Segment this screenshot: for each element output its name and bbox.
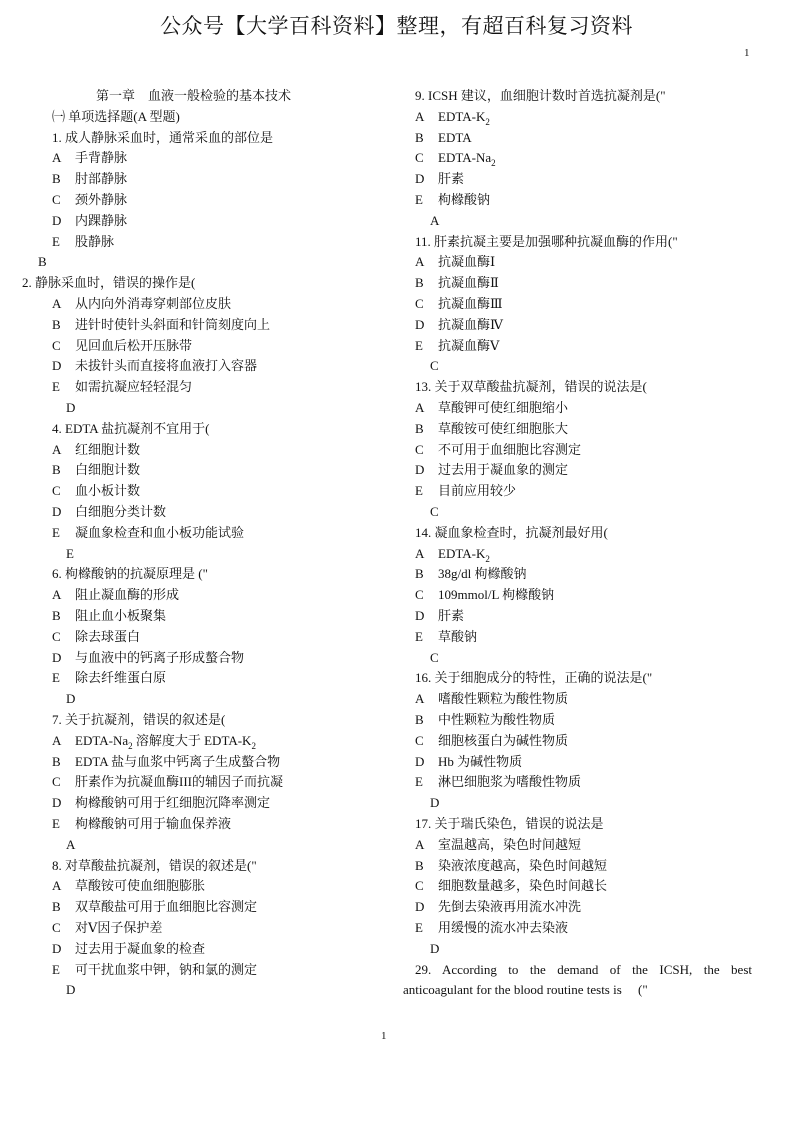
option-line: [415, 189, 490, 210]
line-text: EDTA-K: [438, 545, 486, 561]
option-letter: B: [415, 857, 424, 873]
option-letter: C: [52, 628, 61, 644]
option-line: [52, 605, 166, 626]
option-line: [52, 168, 127, 189]
option-letter: B: [415, 275, 424, 291]
option-line: [52, 896, 257, 917]
option-letter: C: [52, 337, 61, 353]
question-line: [52, 106, 180, 127]
option-letter: C: [415, 878, 424, 894]
line-text: 6. 枸橼酸钠的抗凝原理是 (": [52, 566, 208, 582]
line-text: 肘部静脉: [75, 171, 128, 187]
option-line: [415, 480, 516, 501]
line-text: B: [38, 254, 47, 270]
question-line: [415, 85, 666, 106]
answer-line: [430, 355, 439, 376]
option-letter: A: [415, 691, 425, 707]
option-letter: E: [415, 774, 423, 790]
option-letter: B: [415, 420, 424, 436]
option-letter: B: [52, 462, 61, 478]
line-text: 草酸铵可使红细胞胀大: [438, 420, 569, 436]
option-letter: E: [415, 337, 423, 353]
line-text: EDTA-Na: [75, 732, 129, 748]
option-letter: D: [52, 795, 62, 811]
subscript: 2: [251, 740, 256, 751]
line-text: 抗凝血酶Ⅲ: [438, 296, 503, 311]
question-line: [415, 522, 608, 543]
question-line: [415, 231, 678, 252]
option-letter: C: [415, 587, 424, 603]
line-text: 109mmol/L 枸橼酸钠: [438, 587, 555, 603]
answer-line: [66, 979, 75, 1000]
line-text: EDTA: [438, 129, 472, 145]
option-line: [415, 563, 526, 584]
answer-line: [430, 647, 439, 668]
line-text: 除去纤维蛋白原: [75, 670, 167, 686]
option-line: [415, 688, 568, 709]
chapter-heading: [96, 85, 291, 106]
answer-line: [38, 251, 47, 272]
line-text: 用缓慢的流水冲去染液: [438, 920, 569, 935]
answer-line: [66, 834, 75, 855]
option-line: [52, 501, 166, 522]
option-letter: C: [415, 296, 424, 311]
option-letter: E: [52, 233, 60, 249]
answer-line: [66, 688, 75, 709]
option-line: [52, 751, 280, 772]
option-line: [52, 376, 192, 397]
line-text: 室温越高，染色时间越短: [438, 836, 582, 852]
line-text: 目前应用较少: [438, 483, 517, 499]
answer-line: [430, 792, 439, 813]
line-text: 8. 对草酸盐抗凝剂，错误的叙述是(": [52, 857, 257, 873]
option-line: [415, 751, 522, 772]
line-text: 中性颗粒为酸性物质: [438, 712, 556, 727]
line-text: 4. EDTA 盐抗凝剂不宜用于(: [52, 420, 210, 436]
line-text: 枸橼酸钠可用于输血保养液: [75, 816, 232, 831]
option-line: [52, 231, 114, 252]
line-text: 肝素作为抗凝血酶III的辅因子而抗凝: [75, 774, 283, 790]
option-line: [52, 480, 140, 501]
line-text: EDTA 盐与血浆中钙离子生成螯合物: [75, 753, 281, 769]
line-text: 38g/dl 枸橼酸钠: [438, 566, 527, 582]
option-line: [415, 834, 581, 855]
option-letter: B: [415, 129, 424, 145]
option-line: [415, 855, 607, 876]
option-letter: A: [52, 878, 62, 894]
line-text: A: [66, 836, 76, 852]
line-text: 29. According to the demand of the ICSH, the best: [415, 961, 752, 977]
option-line: [415, 106, 490, 127]
option-letter: C: [52, 483, 61, 499]
option-letter: D: [52, 358, 62, 374]
option-line: [52, 813, 231, 834]
line-text: 13. 关于双草酸盐抗凝剂，错误的说法是(: [415, 379, 647, 395]
question-line: [52, 855, 257, 876]
line-text: 阻止血小板聚集: [75, 608, 167, 623]
line-text: D: [66, 982, 76, 998]
option-letter: D: [415, 899, 425, 915]
option-letter: E: [52, 816, 60, 831]
line-text: D: [66, 691, 76, 707]
option-letter: B: [415, 566, 424, 582]
line-text: 抗凝血酶Ⅴ: [438, 337, 500, 353]
page-number-bottom: 1: [381, 1030, 387, 1042]
option-line: [415, 314, 503, 335]
option-letter: A: [415, 545, 425, 561]
option-letter: D: [52, 212, 62, 228]
option-line: [52, 730, 256, 751]
line-text: 17. 关于瑞氏染色，错误的说法是: [415, 816, 604, 831]
line-text: anticoagulant for the blood routine tests is (": [403, 982, 648, 998]
option-line: [415, 251, 495, 272]
line-text: 草酸钠: [438, 628, 478, 644]
line-text: 嗜酸性颗粒为酸性物质: [438, 691, 569, 707]
answer-line: [430, 210, 439, 231]
line-text: E: [66, 545, 74, 561]
line-text: 抗凝血酶Ⅱ: [438, 275, 499, 291]
subscript: 2: [128, 740, 133, 751]
line-text: 肝素: [438, 608, 465, 623]
option-letter: E: [52, 670, 60, 686]
line-text: 进针时使针头斜面和针筒刻度向上: [75, 316, 271, 332]
line-text: ㈠ 单项选择题(A 型题): [52, 108, 180, 124]
option-letter: B: [52, 316, 61, 332]
line-text: 手背静脉: [75, 150, 128, 166]
question-line: [22, 272, 195, 293]
option-letter: D: [52, 940, 62, 956]
line-text: 过去用于凝血象的测定: [438, 462, 569, 478]
line-text: 草酸铵可使血细胞膨胀: [75, 878, 206, 894]
option-letter: B: [52, 171, 61, 187]
line-text: 可干扰血浆中钾，钠和氯的测定: [75, 961, 258, 977]
line-text: 过去用于凝血象的检查: [75, 940, 206, 956]
option-letter: A: [415, 400, 425, 415]
option-letter: D: [415, 316, 425, 332]
option-letter: A: [52, 732, 62, 748]
line-text: 如需抗凝应轻轻混匀: [75, 379, 193, 395]
option-line: [52, 335, 192, 356]
option-line: [415, 584, 554, 605]
line-text: 16. 关于细胞成分的特性，正确的说法是(": [415, 670, 653, 686]
line-text: 细胞核蛋白为碱性物质: [438, 732, 569, 748]
line-text: 7. 关于抗凝剂，错误的叙述是(: [52, 712, 226, 727]
line-text: 从内向外消毒穿刺部位皮肤: [75, 296, 232, 311]
line-text: 未拔针头而直接将血液打入容器: [75, 358, 258, 374]
line-text: 11. 肝素抗凝主要是加强哪种抗凝血酶的作用(": [415, 233, 678, 249]
option-letter: C: [415, 441, 424, 457]
answer-line: [66, 397, 75, 418]
option-line: [415, 147, 496, 168]
line-text: 溶解度大于 EDTA-K: [132, 732, 252, 748]
line-text: 染液浓度越高，染色时间越短: [438, 857, 608, 873]
option-letter: B: [52, 899, 61, 915]
option-letter: D: [415, 608, 425, 623]
question-line: [52, 709, 225, 730]
option-line: [415, 293, 503, 314]
line-text: 双草酸盐可用于血细胞比容测定: [75, 899, 258, 915]
option-letter: A: [52, 296, 62, 311]
option-letter: E: [415, 192, 423, 207]
option-letter: C: [52, 192, 61, 207]
answer-line: [430, 501, 439, 522]
line-text: 颈外静脉: [75, 192, 128, 207]
line-text: Hb 为碱性物质: [438, 753, 523, 769]
line-text: 9. ICSH 建议，血细胞计数时首选抗凝剂是(": [415, 88, 666, 103]
line-text: 不可用于血细胞比容测定: [438, 441, 582, 457]
line-text: D: [430, 795, 440, 811]
question-line: [415, 959, 752, 980]
option-line: [415, 335, 499, 356]
option-letter: E: [415, 920, 423, 935]
answer-line: [430, 938, 439, 959]
line-text: C: [430, 358, 439, 374]
option-line: [415, 397, 568, 418]
option-letter: A: [52, 441, 62, 457]
option-letter: E: [52, 961, 60, 977]
option-line: [52, 584, 179, 605]
option-letter: E: [415, 628, 423, 644]
option-line: [415, 168, 464, 189]
option-letter: E: [52, 379, 60, 395]
line-text: 红细胞计数: [75, 441, 141, 457]
line-text: 第一章 血液一般检验的基本技术: [96, 88, 292, 103]
option-line: [52, 355, 257, 376]
subscript: 2: [485, 116, 490, 127]
option-letter: E: [52, 524, 60, 540]
line-text: 14. 凝血象检查时，抗凝剂最好用(: [415, 524, 608, 540]
option-letter: A: [415, 254, 425, 270]
option-line: [52, 626, 140, 647]
option-line: [52, 439, 140, 460]
line-text: C: [430, 649, 439, 665]
line-text: 白细胞分类计数: [75, 504, 167, 519]
option-letter: C: [52, 920, 61, 935]
question-line: [415, 376, 647, 397]
option-letter: D: [415, 753, 425, 769]
option-line: [52, 667, 166, 688]
option-line: [52, 917, 162, 938]
option-letter: B: [52, 753, 61, 769]
option-line: [52, 771, 283, 792]
option-line: [415, 730, 568, 751]
line-text: C: [430, 504, 439, 519]
option-letter: D: [415, 171, 425, 187]
line-text: 股静脉: [75, 233, 115, 249]
option-letter: D: [52, 504, 62, 519]
option-letter: B: [52, 608, 61, 623]
option-letter: A: [52, 587, 62, 603]
option-line: [52, 792, 270, 813]
option-line: [415, 418, 568, 439]
line-text: 草酸钾可使红细胞缩小: [438, 400, 569, 415]
document-header: 公众号【大学百科资料】整理，有超百科复习资料: [160, 14, 633, 38]
line-text: 与血液中的钙离子形成螯合物: [75, 649, 245, 665]
option-line: [415, 605, 464, 626]
option-line: [415, 771, 581, 792]
line-text: 见回血后松开压脉带: [75, 337, 193, 353]
question-line: [52, 418, 209, 439]
line-text: 先倒去染液再用流水冲洗: [438, 899, 582, 915]
option-letter: A: [415, 108, 425, 124]
line-text: 枸橼酸钠: [438, 192, 491, 207]
option-letter: A: [415, 836, 425, 852]
question-line: [415, 667, 652, 688]
line-text: 凝血象检查和血小板功能试验: [75, 524, 245, 540]
option-letter: E: [415, 483, 423, 499]
option-line: [52, 522, 244, 543]
option-letter: C: [52, 774, 61, 790]
line-text: A: [430, 212, 440, 228]
option-letter: C: [415, 150, 424, 166]
option-line: [52, 875, 205, 896]
option-line: [52, 459, 140, 480]
option-line: [415, 896, 581, 917]
option-letter: B: [415, 712, 424, 727]
option-line: [415, 543, 490, 564]
page-number-top: 1: [744, 47, 750, 59]
line-text: D: [66, 400, 76, 415]
option-line: [415, 626, 477, 647]
question-line: [403, 979, 648, 1000]
line-text: 白细胞计数: [75, 462, 141, 478]
question-line: [52, 563, 208, 584]
option-line: [52, 959, 257, 980]
line-text: 阻止凝血酶的形成: [75, 587, 180, 603]
option-line: [415, 875, 607, 896]
option-letter: D: [52, 649, 62, 665]
option-line: [415, 439, 581, 460]
line-text: 血小板计数: [75, 483, 141, 499]
line-text: 内踝静脉: [75, 212, 128, 228]
question-line: [52, 127, 273, 148]
question-line: [415, 813, 604, 834]
line-text: EDTA-Na: [438, 150, 492, 166]
option-letter: D: [415, 462, 425, 478]
line-text: EDTA-K: [438, 108, 486, 124]
line-text: 2. 静脉采血时，错误的操作是(: [22, 275, 196, 291]
option-line: [52, 293, 231, 314]
option-line: [52, 210, 127, 231]
option-letter: A: [52, 150, 62, 166]
subscript: 2: [485, 553, 490, 564]
option-line: [415, 709, 555, 730]
option-line: [52, 147, 127, 168]
option-line: [415, 127, 472, 148]
line-text: 肝素: [438, 171, 465, 187]
answer-line: [66, 543, 74, 564]
line-text: 除去球蛋白: [75, 628, 141, 644]
option-line: [415, 272, 499, 293]
option-letter: C: [415, 732, 424, 748]
subscript: 2: [491, 158, 496, 169]
line-text: 抗凝血酶Ⅰ: [438, 254, 496, 270]
line-text: 对Ⅴ因子保护差: [75, 920, 163, 935]
line-text: 抗凝血酶Ⅳ: [438, 316, 503, 332]
line-text: 枸橼酸钠可用于红细胞沉降率测定: [75, 795, 271, 811]
option-line: [415, 917, 568, 938]
line-text: 淋巴细胞浆为嗜酸性物质: [438, 774, 582, 790]
option-line: [52, 314, 270, 335]
option-line: [415, 459, 568, 480]
line-text: 1. 成人静脉采血时，通常采血的部位是: [52, 129, 274, 145]
option-line: [52, 189, 127, 210]
option-line: [52, 647, 244, 668]
option-line: [52, 938, 205, 959]
line-text: D: [430, 940, 440, 956]
line-text: 细胞数量越多，染色时间越长: [438, 878, 608, 894]
